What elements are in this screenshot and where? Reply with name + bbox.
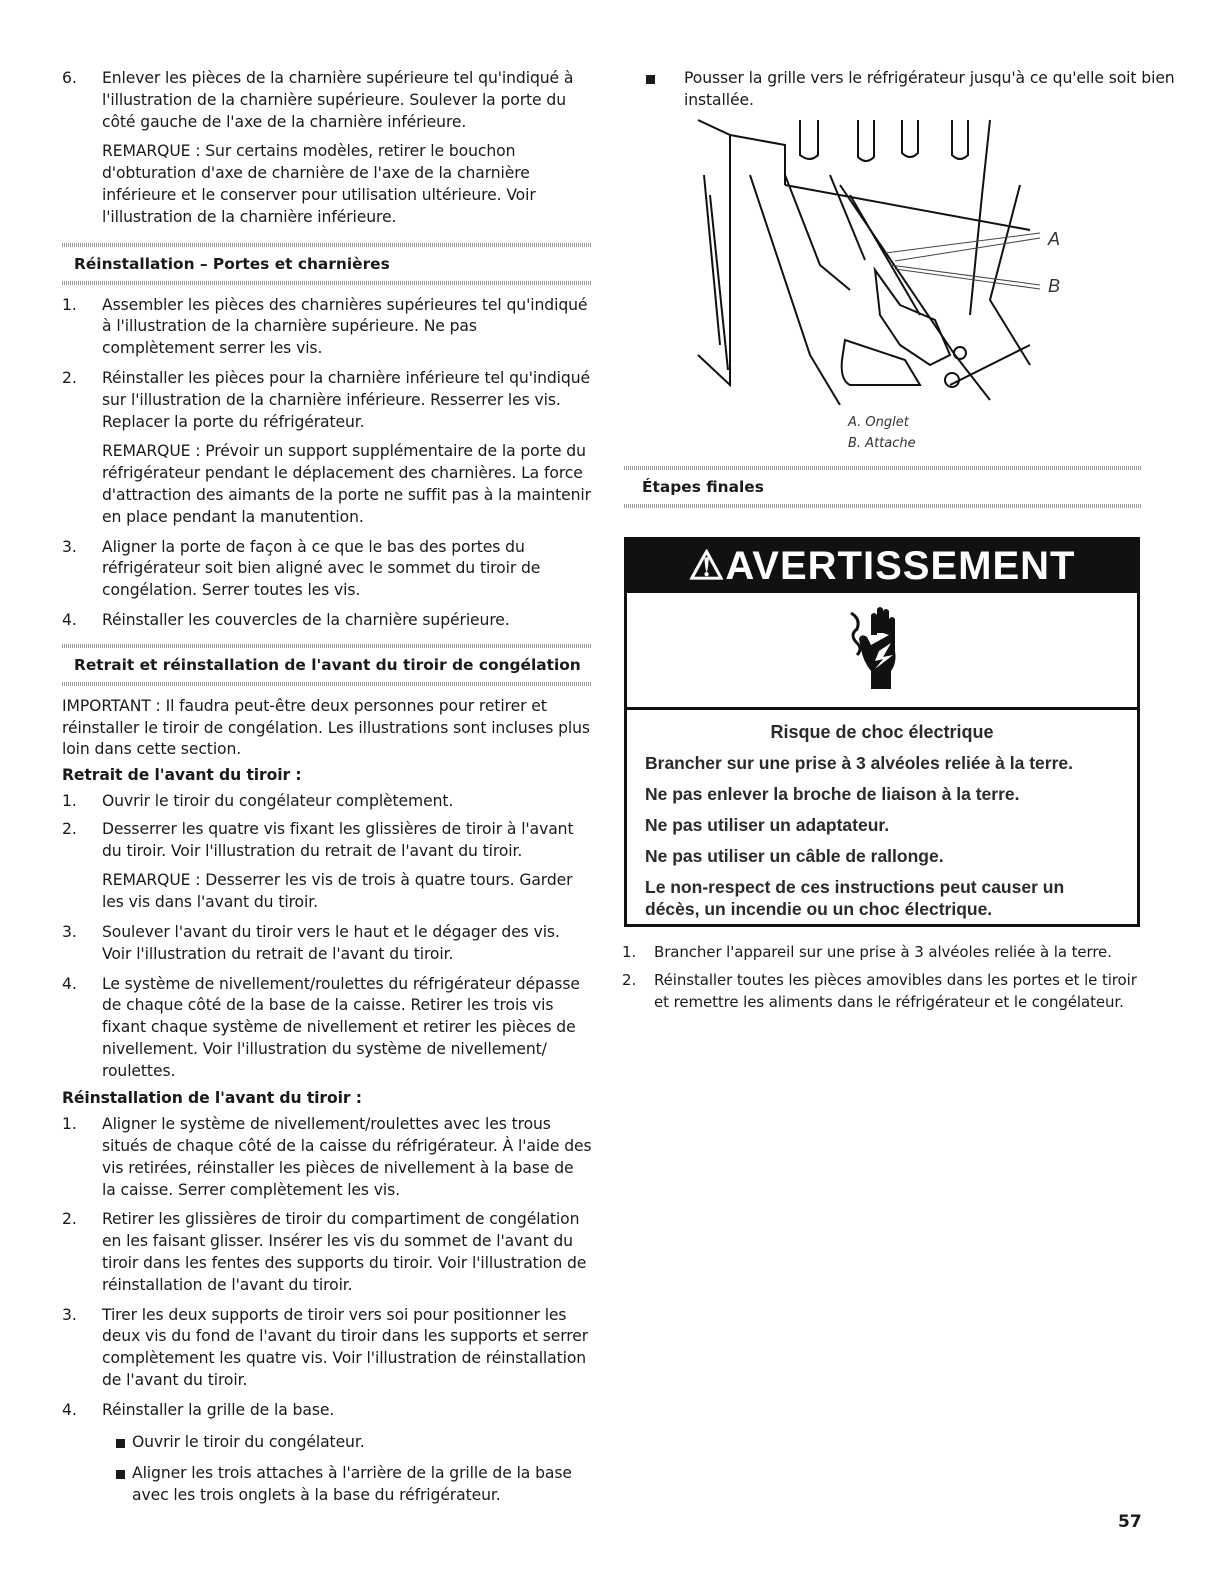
- bullet-square-icon: [116, 1439, 125, 1448]
- section-heading: Étapes finales: [642, 478, 764, 496]
- figure-caption: [848, 412, 916, 454]
- item-number: 2.: [62, 819, 77, 838]
- caption-b: B. Attache: [848, 436, 916, 451]
- item-text: Aligner la porte de façon à ce que le bas des portes du réfrigérateur soit bien aligné avec le sommet du tiroir de congélation. Serrer toutes les vis.: [102, 537, 541, 600]
- warning-header-text: AVERTISSEMENT: [725, 544, 1076, 588]
- item-number: 2.: [622, 970, 637, 989]
- item-number: 4.: [62, 1400, 77, 1419]
- figure-label-b: B: [1048, 276, 1061, 296]
- item-number: 3.: [62, 1305, 77, 1324]
- electric-shock-hand-icon: [845, 605, 925, 695]
- list-item: [62, 68, 592, 229]
- list-item: [62, 1305, 592, 1392]
- important-note: IMPORTANT : Il faudra peut-être deux personnes pour retirer et réinstaller le tiroir de congélation. Les illustrations sont incluses plus loin dans cette section.: [62, 696, 590, 759]
- item-number: 1.: [622, 943, 637, 961]
- list-item: [62, 368, 592, 529]
- item-text: Brancher l'appareil sur une prise à 3 alvéoles reliée à la terre.: [654, 943, 1112, 961]
- item-text: Aligner le système de nivellement/roulettes avec les trous situés de chaque côté de la caisse du réfrigérateur. À l'aide des vis retirées, réinstaller les pièces de nivellement à la base de la caisse. Serrer complètement les vis.: [102, 1115, 592, 1199]
- warning-line: Ne pas enlever la broche de liaison à la terre.: [645, 784, 1020, 804]
- item-text: Enlever les pièces de la charnière supérieure tel qu'indiqué à l'illustration de la charnière supérieure. Soulever la porte du côté gauche de l'axe de la charnière inférieure.: [102, 69, 574, 131]
- list-item: [62, 1114, 592, 1201]
- item-number: 1.: [62, 791, 77, 810]
- section-divider: [624, 504, 1142, 508]
- item-note: REMARQUE : Prévoir un support supplémentaire de la porte du réfrigérateur pendant le déplacement des charnières. La force d'attraction des aimants de la porte ne suffit pas à la maintenir en place pendant la manutention.: [102, 442, 591, 526]
- list-item: [62, 1400, 592, 1422]
- item-text: Assembler les pièces des charnières supérieures tel qu'indiqué à l'illustration de la charnière supérieure. Ne pas complètement serrer les vis.: [102, 295, 588, 358]
- item-text: Desserrer les quatre vis fixant les glissières de tiroir à l'avant du tiroir. Voir l'illustration du retrait de l'avant du tiroir.: [102, 819, 574, 860]
- caption-a: A. Onglet: [848, 415, 909, 430]
- list-item: [62, 974, 592, 1083]
- item-text: Réinstaller la grille de la base.: [102, 1400, 335, 1419]
- section-divider: [62, 281, 592, 285]
- list-item: [62, 1209, 592, 1296]
- list-item: [62, 791, 592, 813]
- warning-box: [624, 537, 1140, 927]
- item-text: Soulever l'avant du tiroir vers le haut et le dégager des vis. Voir l'illustration du retrait de l'avant du tiroir.: [102, 922, 560, 963]
- item-text: Ouvrir le tiroir du congélateur complètement.: [102, 791, 454, 810]
- page-number: 57: [1118, 1512, 1142, 1532]
- item-text: Tirer les deux supports de tiroir vers soi pour positionner les deux vis du fond de l'avant du tiroir dans les supports et serrer complètement les quatre vis. Voir l'illustration de réinstallation de l'avant du tiroir.: [102, 1305, 589, 1390]
- item-number: 6.: [62, 69, 77, 87]
- bullet-text: Aligner les trois attaches à l'arrière de la grille de la base avec les trois onglets à la base du réfrigérateur.: [132, 1464, 572, 1505]
- bullet-item: [62, 1463, 592, 1507]
- section-heading: Réinstallation – Portes et charnières: [74, 254, 390, 273]
- bullet-item: [622, 68, 1204, 112]
- list-item: [62, 610, 592, 632]
- item-text: Réinstaller les pièces pour la charnière inférieure tel qu'indiqué sur l'illustration de la charnière inférieure. Resserrer les vis. Replacer la porte du réfrigérateur.: [102, 368, 590, 431]
- bullet-square-icon: [116, 1470, 125, 1479]
- list-item: [622, 970, 1142, 1014]
- warning-triangle-icon: ⚠: [688, 544, 726, 588]
- warning-header: [627, 540, 1137, 593]
- warning-line: Le non-respect de ces instructions peut causer un décès, un incendie ou un choc électrique.: [645, 877, 1065, 919]
- item-note: REMARQUE : Sur certains modèles, retirer le bouchon d'obturation d'axe de charnière de l'axe de la charnière inférieure et le conserver pour utilisation ultérieure. Voir l'illustration de la charnière inférieure.: [102, 142, 536, 226]
- warning-title: Risque de choc électrique: [770, 722, 994, 742]
- grille-diagram: [690, 115, 1090, 405]
- list-item: [62, 819, 592, 914]
- warning-line: Ne pas utiliser un adaptateur.: [645, 815, 890, 835]
- warning-line: Brancher sur une prise à 3 alvéoles reliée à la terre.: [645, 753, 1074, 773]
- list-item: [622, 942, 1142, 964]
- bullet-text: Ouvrir le tiroir du congélateur.: [132, 1432, 365, 1451]
- item-text: Retirer les glissières de tiroir du compartiment de congélation en les faisant glisser. Insérer les vis du sommet de l'avant du tiroir dans les fentes des supports du tiroir. Voir l'illustration de réinstallation de l'avant du tiroir.: [102, 1210, 587, 1294]
- item-number: 3.: [62, 537, 77, 556]
- base-grille-illustration: [690, 115, 1090, 405]
- item-number: 3.: [62, 922, 77, 941]
- warning-icon-area: [627, 593, 1137, 710]
- item-text: Le système de nivellement/roulettes du réfrigérateur dépasse de chaque côté de la base de la caisse. Retirer les trois vis fixant chaque système de nivellement et retirer les pièces de nivellement. Voir l'illustration du système de nivellement/ roulettes.: [102, 974, 580, 1080]
- item-text: Réinstaller les couvercles de la charnière supérieure.: [102, 610, 510, 629]
- item-text: Réinstaller toutes les pièces amovibles dans les portes et le tiroir et remettre les aliments dans le réfrigérateur et le congélateur.: [654, 970, 1137, 1011]
- section-heading: Retrait et réinstallation de l'avant du tiroir de congélation: [74, 655, 581, 674]
- item-note: REMARQUE : Desserrer les vis de trois à quatre tours. Garder les vis dans l'avant du tiroir.: [102, 871, 573, 912]
- item-number: 4.: [62, 610, 77, 629]
- item-number: 2.: [62, 1210, 77, 1229]
- item-number: 2.: [62, 368, 77, 387]
- subsection-heading: Réinstallation de l'avant du tiroir :: [62, 1089, 362, 1108]
- bullet-item: [62, 1432, 592, 1454]
- list-item: [62, 537, 592, 602]
- bullet-square-icon: [646, 75, 655, 84]
- list-item: [62, 295, 592, 360]
- item-number: 1.: [62, 1115, 77, 1134]
- section-divider: [62, 682, 592, 686]
- item-number: 1.: [62, 295, 77, 314]
- item-number: 4.: [62, 974, 77, 993]
- final-steps-list: [622, 942, 1142, 1013]
- final-steps-section: [624, 466, 1142, 508]
- list-item: [62, 922, 592, 966]
- bullet-text: Pousser la grille vers le réfrigérateur jusqu'à ce qu'elle soit bien installée.: [684, 69, 1175, 109]
- figure-label-a: A: [1048, 229, 1061, 249]
- warning-line: Ne pas utiliser un câble de rallonge.: [645, 846, 944, 866]
- subsection-heading: Retrait de l'avant du tiroir :: [62, 766, 302, 785]
- warning-body: [627, 710, 1137, 920]
